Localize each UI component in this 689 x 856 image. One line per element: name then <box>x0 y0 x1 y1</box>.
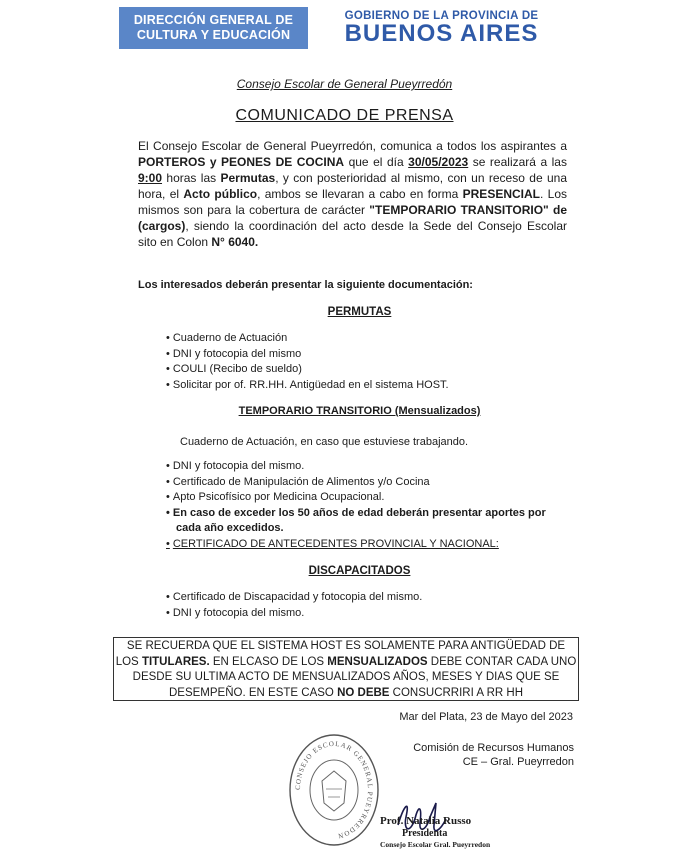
intro-text: , ambos se llevaran a cabo en forma <box>257 187 463 201</box>
permutas-list <box>166 331 449 393</box>
intro-date: 30/05/2023 <box>408 155 469 169</box>
intro-address-number: N° 6040. <box>211 235 259 249</box>
notice-text: CONSUCRRIRI A RR HH <box>389 686 524 699</box>
intro-text: . Los mismos son para la cobertura de carácter <box>138 187 568 217</box>
list-item: • DNI y fotocopia del mismo <box>166 347 449 363</box>
signatory-line-1: Comisión de Recursos Humanos <box>413 742 574 754</box>
direccion-general-logo <box>119 7 308 49</box>
discapacitados-heading-text: DISCAPACITADOS <box>308 565 411 577</box>
notice-titulares: TITULARES. <box>141 655 210 668</box>
intro-text: El Consejo Escolar de General Pueyrredón, comunica a todos los aspirantes a <box>138 139 567 153</box>
seal-text-path: CONSEJO ESCOLAR GENERAL PUEYRREDON <box>293 739 375 840</box>
discapacitados-list <box>166 590 422 621</box>
gobierno-logo <box>323 7 560 49</box>
temporario-list <box>166 459 546 553</box>
list-item: • DNI y fotocopia del mismo. <box>166 606 422 622</box>
intro-positions: PORTEROS y PEONES DE COCINA <box>138 155 345 169</box>
temporario-note: Cuaderno de Actuación, en caso que estuviese trabajando. <box>180 436 469 448</box>
list-item-certificado: • CERTIFICADO DE ANTECEDENTES PROVINCIAL Y NACIONAL: <box>166 537 546 553</box>
list-item-age-notice <box>166 506 546 537</box>
temporario-heading-text: TEMPORARIO TRANSITORIO (Mensualizados) <box>238 405 481 417</box>
intro-acto: Acto público <box>183 187 258 201</box>
logo-left-line-1: DIRECCIÓN GENERAL DE <box>133 13 294 27</box>
notice-text: EN ELCASO DE LOS <box>209 655 328 668</box>
place-date: Mar del Plata, 23 de Mayo del 2023 <box>399 711 573 723</box>
list-item: • Certificado de Manipulación de Alimentos y/o Cocina <box>166 475 546 491</box>
list-item: • Apto Psicofísico por Medicina Ocupacional. <box>166 490 546 506</box>
notice-text: DEBE CONTAR CADA UNO DESDE SU ULTIMA ACTO DE MENSUALIZADOS AÑOS, MESES Y DIAS QUE SE DESEMPEÑO. EN ESTE CASO <box>132 655 577 699</box>
list-item: • Cuaderno de Actuación <box>166 331 449 347</box>
list-item: • COULI (Recibo de sueldo) <box>166 362 449 378</box>
logo-right-line-1: GOBIERNO DE LA PROVINCIA DE <box>344 10 539 22</box>
list-item: • Solicitar por of. RR.HH. Antigüedad en el sistema HOST. <box>166 378 449 394</box>
intro-text: se realizará a las <box>468 155 567 169</box>
intro-permutas: Permutas <box>220 171 276 185</box>
signatory-line-2: CE – Gral. Pueyrredon <box>462 756 574 768</box>
page-title: COMUNICADO DE PRENSA <box>235 107 454 124</box>
docs-intro: Los interesados deberán presentar la siguiente documentación: <box>138 279 473 291</box>
logo-right-line-2: BUENOS AIRES <box>344 20 539 47</box>
stamp-name: Prof. Natalia Russo <box>380 815 472 827</box>
intro-paragraph <box>138 138 567 250</box>
logo-left-line-2: CULTURA Y EDUCACIÓN <box>136 28 291 42</box>
intro-time: 9:00 <box>138 171 163 185</box>
list-item: • Certificado de Discapacidad y fotocopia del mismo. <box>166 590 422 606</box>
council-seal-icon <box>286 731 382 849</box>
notice-mensualizados: MENSUALIZADOS <box>327 655 428 668</box>
age-notice-line-2: cada año excedidos. <box>176 522 284 535</box>
seal-text <box>294 740 374 840</box>
permutas-heading-text: PERMUTAS <box>327 306 392 318</box>
intro-text: horas las <box>162 171 221 185</box>
stamp-org: Consejo Escolar Gral. Pueyrredon <box>380 840 491 849</box>
stamp-role: Presidenta <box>402 828 448 839</box>
council-name: Consejo Escolar de General Pueyrredón <box>236 77 453 91</box>
temporario-heading <box>0 405 689 417</box>
intro-text: , siendo la coordinación del acto desde la Sede del Consejo Escolar sito en Colon <box>138 219 567 249</box>
intro-caracter: "TEMPORARIO TRANSITORIO" de (cargos) <box>138 203 567 233</box>
intro-text: , y con posterioridad al mismo, con un receso de una hora, el <box>138 171 568 201</box>
intro-text: que el día <box>344 155 409 169</box>
intro-presencial: PRESENCIAL <box>462 187 540 201</box>
list-item: • DNI y fotocopia del mismo. <box>166 459 546 475</box>
notice-box <box>113 637 579 701</box>
notice-text: SE RECUERDA QUE EL SISTEMA HOST ES SOLAMENTE PARA ANTIGÜEDAD DE LOS <box>115 640 566 668</box>
discapacitados-heading <box>0 565 689 577</box>
permutas-heading <box>0 306 689 318</box>
age-notice-line-1: En caso de exceder los 50 años de edad deberán presentar aportes por <box>172 506 546 519</box>
notice-no-debe: NO DEBE <box>337 686 390 699</box>
